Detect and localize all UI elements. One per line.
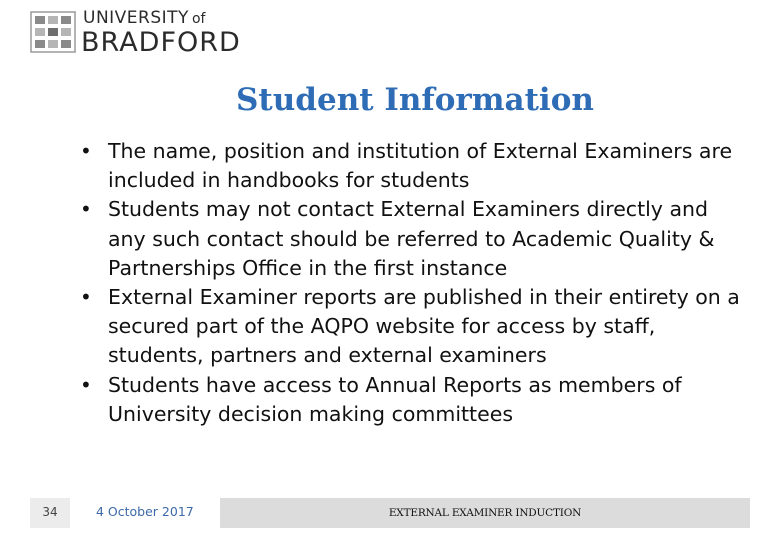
- logo-university-text: UNIVERSITY of: [83, 8, 206, 28]
- bullet-text: External Examiner reports are published in their entirety on a secured part of the AQPO website for access by staff, students, partners and external examiners: [108, 285, 740, 368]
- footer-caption: EXTERNAL EXAMINER INDUCTION: [388, 507, 582, 519]
- bullet-item: [76, 137, 746, 195]
- bullet-marker: •: [80, 197, 92, 222]
- bullet-text: Students have access to Annual Reports as members of University decision making committees: [108, 372, 682, 426]
- bullet-marker: •: [80, 285, 92, 310]
- footer-bar: [220, 498, 750, 528]
- footer-date: 4 October 2017: [70, 498, 220, 528]
- page-number: 34: [30, 498, 71, 528]
- bullet-item: [76, 371, 746, 429]
- university-shield-icon: [30, 11, 76, 53]
- bullet-list: [76, 137, 746, 429]
- slide-footer: [30, 498, 750, 528]
- bullet-marker: •: [80, 372, 92, 397]
- bullet-item: [76, 195, 746, 283]
- slide-title: Student Information: [236, 82, 594, 118]
- bullet-text: The name, position and institution of External Examiners are included in handbooks for students: [108, 139, 733, 193]
- bullet-text: Students may not contact External Examiners directly and any such contact should be referred to Academic Quality & Partnerships Office in the first instance: [108, 197, 715, 280]
- logo-bradford-text: BRADFORD: [81, 27, 241, 58]
- bullet-item: [76, 283, 746, 371]
- university-logo: [30, 8, 245, 56]
- bullet-marker: •: [80, 139, 92, 163]
- logo-of-text: of: [191, 11, 206, 27]
